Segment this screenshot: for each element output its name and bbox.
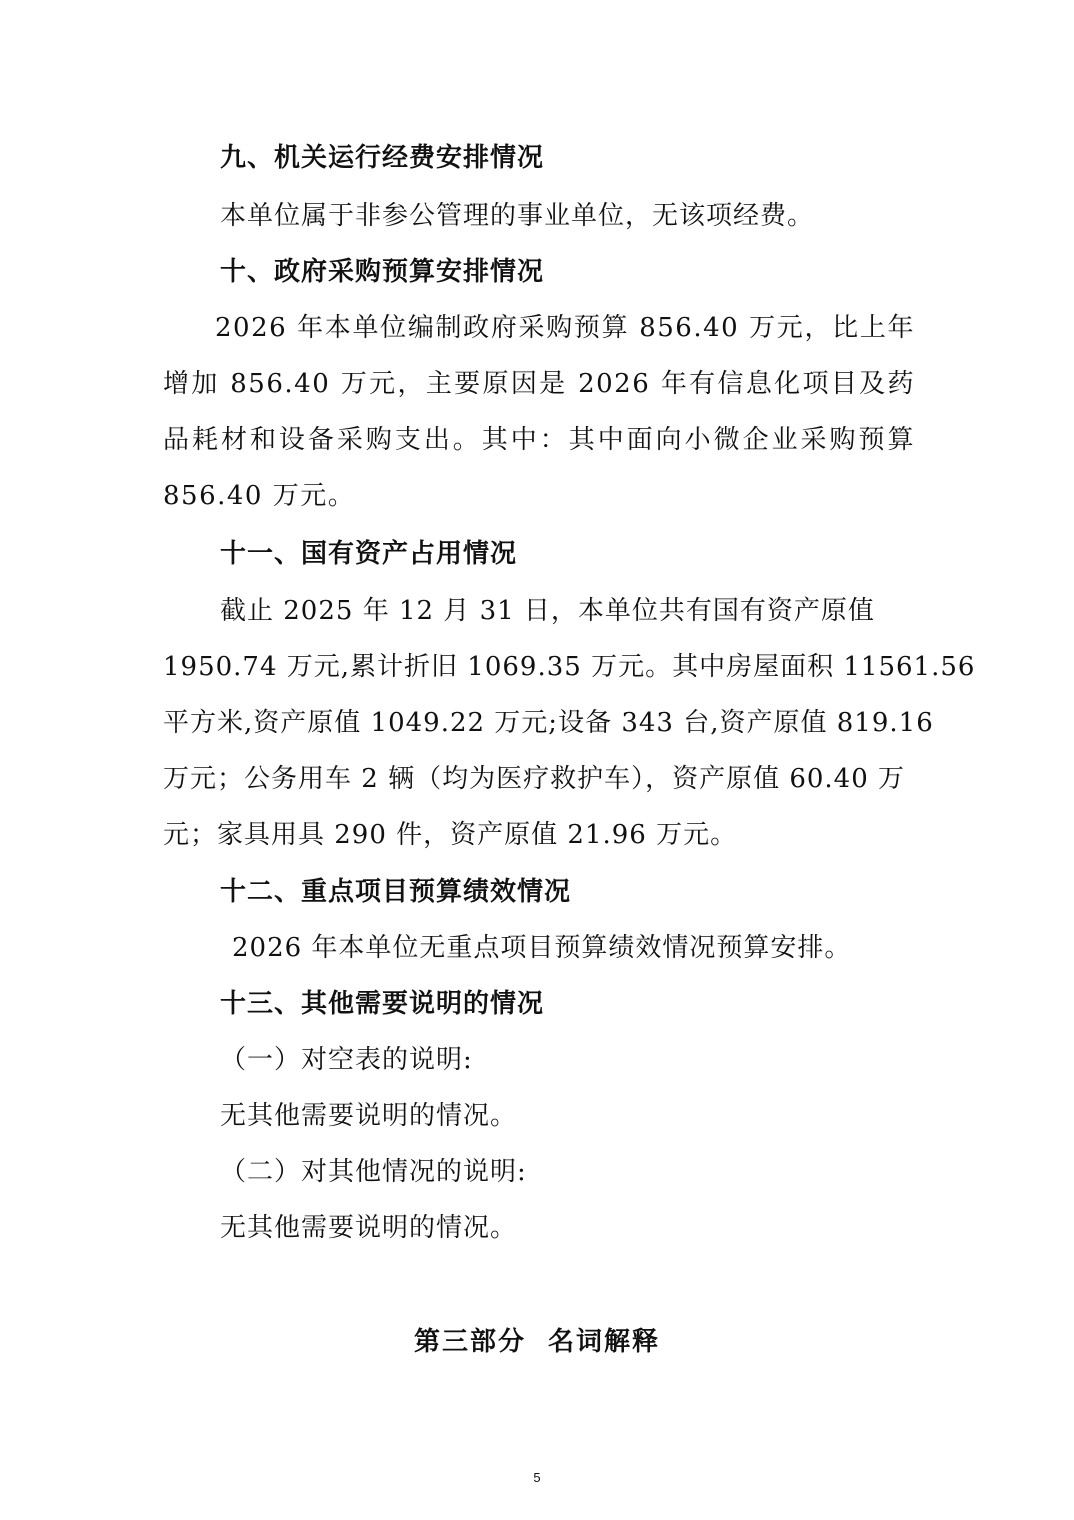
section-13-sub-2-label: （二）对其他情况的说明: <box>220 1157 527 1187</box>
page-number: 5 <box>533 1470 541 1485</box>
section-9-heading: 九、机关运行经费安排情况 <box>220 143 545 173</box>
section-13-heading: 十三、其他需要说明的情况 <box>220 989 545 1019</box>
section-11-line-2: 1950.74 万元,累计折旧 1069.35 万元。其中房屋面积 11561.56 <box>163 652 976 682</box>
section-11-line-3: 平方米,资产原值 1049.22 万元;设备 343 台,资产原值 819.16 <box>163 708 934 738</box>
part-3-title: 第三部分 名词解释 <box>413 1327 661 1357</box>
section-10-heading: 十、政府采购预算安排情况 <box>220 257 545 287</box>
section-11-line-1: 截止 2025 年 12 月 31 日，本单位共有国有资产原值 <box>220 596 875 626</box>
section-9-body: 本单位属于非参公管理的事业单位，无该项经费。 <box>220 201 815 231</box>
section-12-heading: 十二、重点项目预算绩效情况 <box>220 877 572 907</box>
section-13-sub-1-body: 无其他需要说明的情况。 <box>220 1101 518 1131</box>
section-11-line-4: 万元；公务用车 2 辆（均为医疗救护车），资产原值 60.40 万 <box>163 764 906 794</box>
section-11-line-5: 元；家具用具 290 件，资产原值 21.96 万元。 <box>163 820 738 850</box>
section-11-heading: 十一、国有资产占用情况 <box>220 539 518 569</box>
section-13-sub-2-body: 无其他需要说明的情况。 <box>220 1213 518 1243</box>
section-10-body: 2026 年本单位编制政府采购预算 856.40 万元，比上年增加 856.40 万元，主要原因是 2026 年有信息化项目及药品耗材和设备采购支出。其中：其中面向小微企业采购预算 856.40 万元。 <box>163 313 915 511</box>
section-13-sub-1-label: （一）对空表的说明: <box>220 1045 473 1075</box>
section-12-body: 2026 年本单位无重点项目预算绩效情况预算安排。 <box>232 933 852 963</box>
